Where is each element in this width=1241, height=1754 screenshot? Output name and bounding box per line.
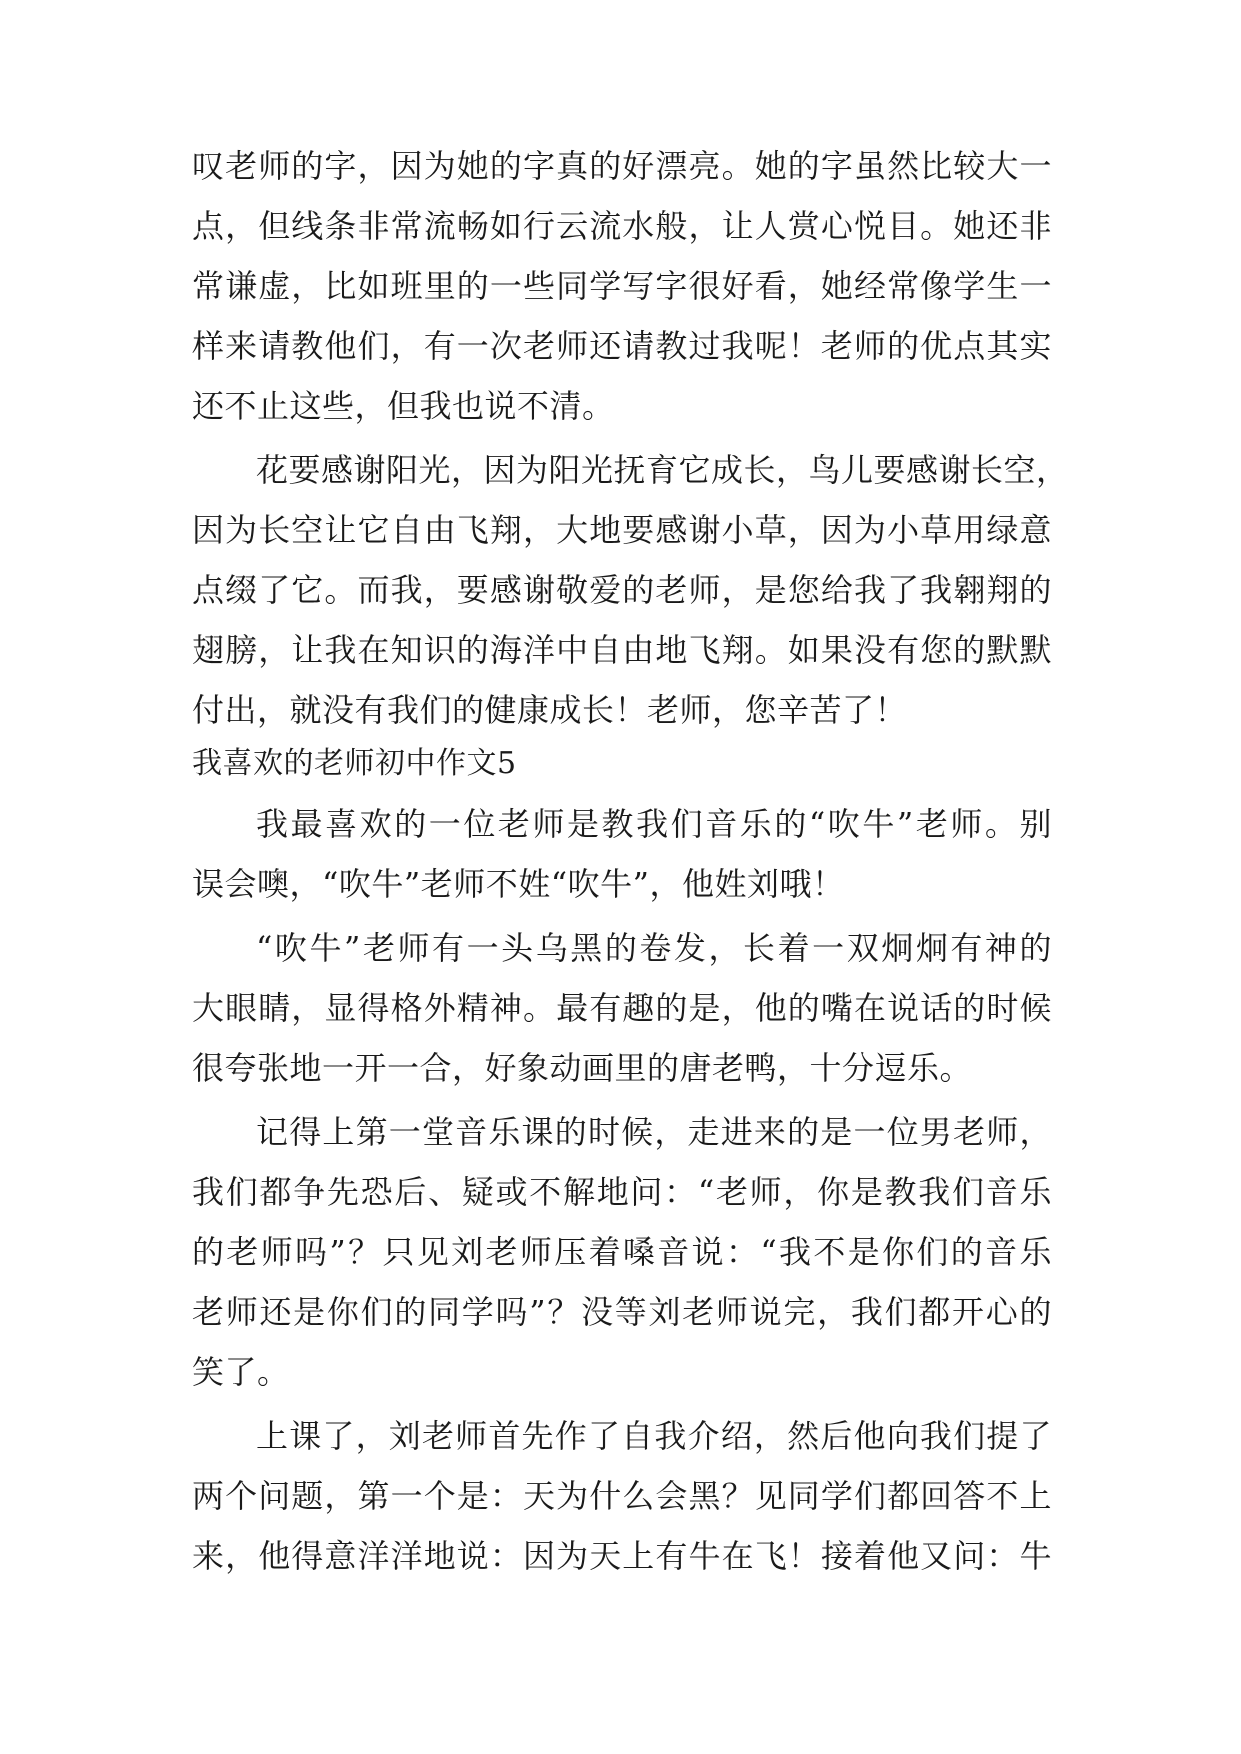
paragraph-line: 翅膀，让我在知识的海洋中自由地飞翔。如果没有您的默默 — [192, 631, 1052, 669]
paragraph-line: 付出，就没有我们的健康成长！老师，您辛苦了！ — [192, 691, 908, 729]
paragraph-line: 点，但线条非常流畅如行云流水般，让人赏心悦目。她还非 — [192, 207, 1052, 245]
paragraph-line: 笑了。 — [192, 1353, 290, 1391]
paragraph-line: 样来请教他们，有一次老师还请教过我呢！老师的优点其实 — [192, 327, 1052, 365]
paragraph-line: 因为长空让它自由飞翔，大地要感谢小草，因为小草用绿意 — [192, 511, 1052, 549]
paragraph-line: 误会噢，“吹牛”老师不姓“吹牛”，他姓刘哦！ — [192, 865, 845, 903]
paragraph-line: 来，他得意洋洋地说：因为天上有牛在飞！接着他又问：牛 — [192, 1537, 1052, 1575]
paragraph-line: 两个问题，第一个是：天为什么会黑？见同学们都回答不上 — [192, 1477, 1052, 1515]
paragraph-line: 常谦虚，比如班里的一些同学写字很好看，她经常像学生一 — [192, 267, 1052, 305]
paragraph-line: 还不止这些，但我也说不清。 — [192, 387, 615, 425]
paragraph-line: 我最喜欢的一位老师是教我们音乐的“吹牛”老师。别 — [256, 805, 1052, 843]
paragraph-line: 的老师吗”？只见刘老师压着嗓音说：“我不是你们的音乐 — [192, 1233, 1052, 1271]
paragraph-line: 老师还是你们的同学吗”？没等刘老师说完，我们都开心的 — [192, 1293, 1052, 1331]
paragraph-line: 上课了，刘老师首先作了自我介绍，然后他向我们提了 — [256, 1417, 1052, 1455]
paragraph-line: 叹老师的字，因为她的字真的好漂亮。她的字虽然比较大一 — [192, 147, 1052, 185]
paragraph-line: 点缀了它。而我，要感谢敬爱的老师，是您给我了我翱翔的 — [192, 571, 1052, 609]
paragraph-line: 很夸张地一开一合，好象动画里的唐老鸭，十分逗乐。 — [192, 1049, 973, 1087]
paragraph-line: “吹牛”老师有一头乌黑的卷发，长着一双炯炯有神的 — [256, 929, 1052, 967]
paragraph-line: 我们都争先恐后、疑或不解地问：“老师，你是教我们音乐 — [192, 1173, 1052, 1211]
paragraph-line: 花要感谢阳光，因为阳光抚育它成长，鸟儿要感谢长空， — [256, 451, 1069, 489]
section-heading: 我喜欢的老师初中作文5 — [192, 746, 517, 781]
paragraph-line: 记得上第一堂音乐课的时候，走进来的是一位男老师， — [256, 1113, 1052, 1151]
paragraph-line: 大眼睛，显得格外精神。最有趣的是，他的嘴在说话的时候 — [192, 989, 1052, 1027]
